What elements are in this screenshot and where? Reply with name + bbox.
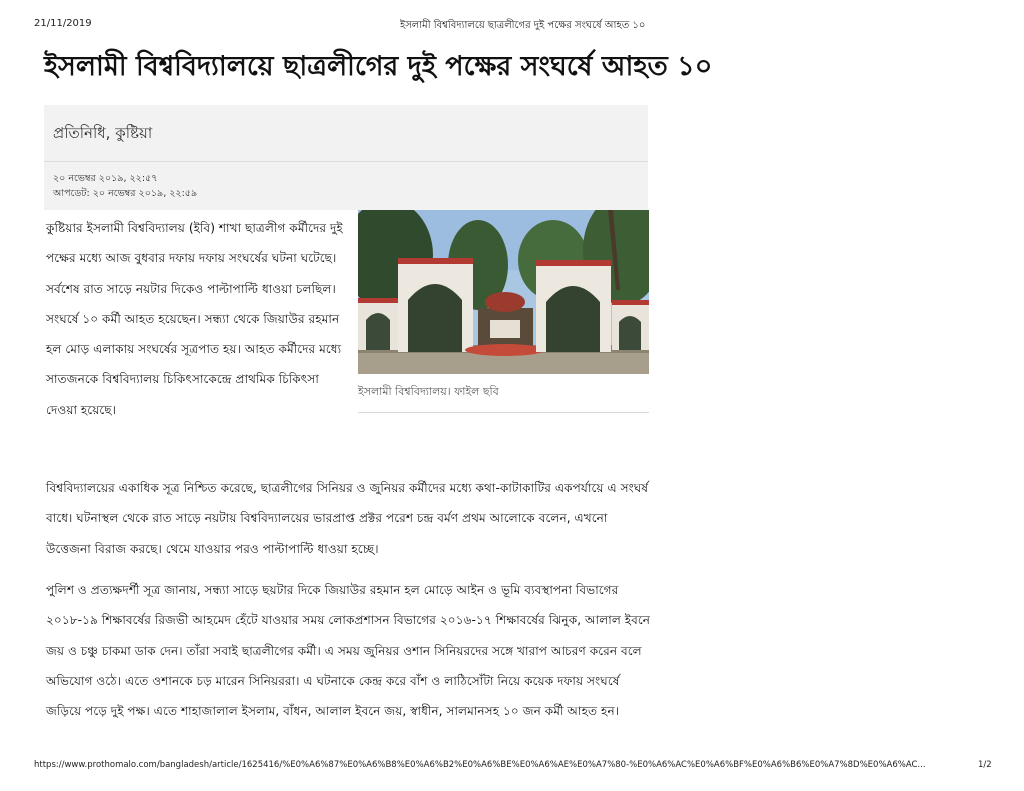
article-meta-box (44, 105, 648, 210)
article-figure (358, 210, 649, 413)
print-date: 21/11/2019 (34, 18, 92, 29)
print-footer-url[interactable]: https://www.prothomalo.com/bangladesh/article/1625416/%E0%A6%87%E0%A6%B8%E0%A6%B2%E0%A6%BE%E0%A6%AE%E0%A7%80-%E0%A6%AC%E0%A6%BF%E0%A6%B6%E0%A7%8D%E0%A6%AC... (34, 760, 926, 770)
article-paragraph: পুলিশ ও প্রত্যক্ষদর্শী সূত্র জানায়, সন্ধ্যা সাড়ে ছয়টার দিকে জিয়াউর রহমান হল মোড়ে আইন ও ভূমি ব্যবস্থাপনা বিভাগের ২০১৮-১৯ শিক্ষাবর্ষের রিজভী আহমেদ হেঁটে যাওয়ার সময় লোকপ্রশাসন বিভাগের ২০১৬-১৭ শিক্ষাবর্ষের ঝিনুক, আলাল ইবনে জয় ও চঞ্চু চাকমা ডাক দেন। তাঁরা সবাই ছাত্রলীগের কর্মী। এ সময় জুনিয়র ওশান সিনিয়রদের সঙ্গে খারাপ আচরণ করেন বলে অভিযোগ ওঠে। এতে ওশানকে চড় মারেন সিনিয়ররা। এ ঘটনাকে কেন্দ্র করে বাঁশ ও লাঠিসোঁটা নিয়ে কয়েক দফায় সংঘর্ষে জড়িয়ে পড়ে দুই পক্ষ। এতে শাহাজালাল ইসলাম, বাঁধন, আলাল ইবনে জয়, স্বাধীন, সালমানসহ ১০ জন কর্মী আহত হন। (46, 583, 651, 719)
published-time: ২০ নভেম্বর ২০১৯, ২২:৫৭ (53, 173, 158, 184)
article-headline: ইসলামী বিশ্ববিদ্যালয়ে ছাত্রলীগের দুই পক্ষের সংঘর্ষে আহত ১০ (44, 51, 713, 82)
caption-divider (358, 412, 649, 413)
meta-divider (44, 161, 648, 162)
print-page-title: ইসলামী বিশ্ববিদ্যালয়ে ছাত্রলীগের দুই পক্ষের সংঘর্ষে আহত ১০ (400, 20, 646, 31)
article-lead-paragraph: কুষ্টিয়ার ইসলামী বিশ্ববিদ্যালয় (ইবি) শাখা ছাত্রলীগ কর্মীদের দুই পক্ষের মধ্যে আজ বুধবার দফায় দফায় সংঘর্ষের ঘটনা ঘটেছে। সর্বশেষ রাত সাড়ে নয়টার দিকেও পাল্টাপাল্টি ধাওয়া চলছিল। সংঘর্ষে ১০ কর্মী আহত হয়েছেন। সন্ধ্যা থেকে জিয়াউর রহমান হল মোড় এলাকায় সংঘর্ষের সূত্রপাত হয়। আহত কর্মীদের মধ্যে সাতজনকে বিশ্ববিদ্যালয় চিকিৎসাকেন্দ্রে প্রাথমিক চিকিৎসা দেওয়া হয়েছে। (46, 221, 343, 417)
print-page-number: 1/2 (978, 760, 992, 770)
image-caption: ইসলামী বিশ্ববিদ্যালয়। ফাইল ছবি (358, 385, 499, 398)
university-gate-photo[interactable] (358, 210, 649, 374)
updated-time: আপডেট: ২০ নভেম্বর ২০১৯, ২২:৫৯ (53, 188, 198, 199)
article-paragraph: বিশ্ববিদ্যালয়ের একাধিক সূত্র নিশ্চিত করেছে, ছাত্রলীগের সিনিয়র ও জুনিয়র কর্মীদের মধ্যে কথা-কাটাকাটির একপর্যায়ে এ সংঘর্ষ বাধে। ঘটনাস্থল থেকে রাত সাড়ে নয়টায় বিশ্ববিদ্যালয়ের ভারপ্রাপ্ত প্রক্টর পরেশ চন্দ্র বর্মণ প্রথম আলোকে বলেন, এখনো উত্তেজনা বিরাজ করছে। থেমে যাওয়ার পরও পাল্টাপাল্টি ধাওয়া হচ্ছে। (46, 481, 649, 556)
reporter-byline[interactable]: প্রতিনিধি, কুষ্টিয়া (53, 124, 153, 142)
